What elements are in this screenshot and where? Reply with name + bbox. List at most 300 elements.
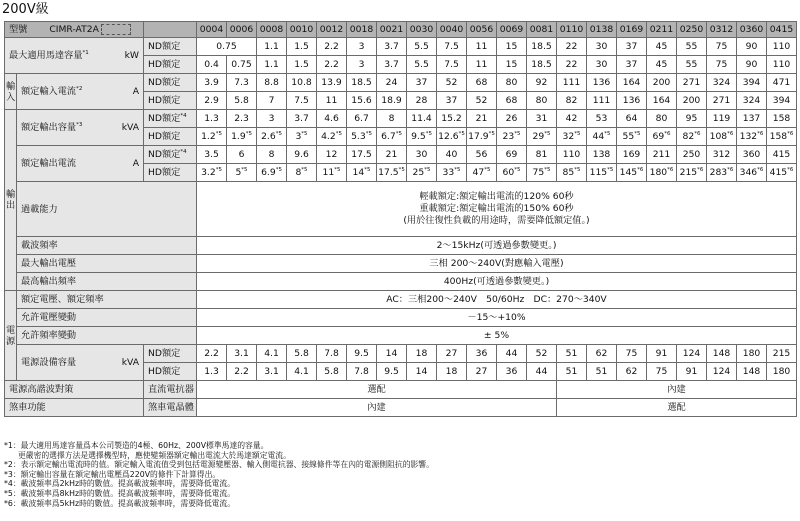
value-text: 21 [385, 149, 398, 160]
value-cell: 45 [647, 38, 677, 56]
model-number: 0312 [707, 22, 737, 38]
value-cell: 15.6 [347, 92, 377, 110]
value-cell [347, 110, 377, 128]
value-cell [587, 146, 617, 164]
value-text: 211 [652, 149, 671, 160]
value-cell [767, 146, 797, 164]
value-cell [317, 110, 347, 128]
power-group-label: 電源 [5, 291, 17, 381]
footnote: *4：載波頻率爲2kHz時的數值。提高載波頻率時，需要降低電流。 [4, 479, 236, 489]
nd-rating-label [144, 146, 197, 164]
footnote-ref: *5 [215, 130, 222, 137]
value-text: 415 [772, 149, 791, 160]
value-cell [227, 128, 257, 146]
output-current-label [17, 146, 144, 182]
value-cell: 10.8 [287, 74, 317, 92]
value-cell [497, 128, 527, 146]
value-text: 169 [622, 149, 641, 160]
value-text: 137 [742, 113, 761, 124]
harmonic-countermeasure-sub-label: 直流電抗器 [144, 381, 197, 399]
value-cell: 9.5 [347, 345, 377, 363]
value-text: 53 [595, 113, 608, 124]
footnote-ref: *6 [757, 166, 764, 173]
table-row [5, 309, 797, 327]
spec-table-body [5, 22, 797, 417]
value-cell [197, 110, 227, 128]
value-cell: 2.2 [227, 363, 257, 381]
overload-label [17, 182, 197, 237]
footnote-ref: *5 [607, 166, 614, 173]
footnote: *6：載波頻率爲5kHz時的數值。提高載波頻率時，需要降低電流。 [4, 498, 236, 508]
model-number: 0040 [437, 22, 467, 38]
value-cell [587, 110, 617, 128]
voltage-fluctuation-label [17, 309, 197, 327]
value-text: 55 [622, 131, 635, 142]
value-text: 2.3 [234, 113, 249, 124]
model-number: 0360 [737, 22, 767, 38]
value-cell [407, 146, 437, 164]
value-cell [407, 128, 437, 146]
value-cell: 55 [677, 56, 707, 74]
value-text: 132 [739, 131, 758, 142]
value-cell: 3.1 [257, 363, 287, 381]
value-text: 9.6 [294, 149, 309, 160]
value-cell: 18.5 [347, 74, 377, 92]
value-cell: 324 [707, 74, 737, 92]
value-cell: 37 [617, 38, 647, 56]
value-cell [197, 146, 227, 164]
row-label: 允許頻率變動 [21, 330, 77, 341]
footnote-ref: *5 [424, 166, 431, 173]
value-text: 360 [742, 149, 761, 160]
value-text: 12.6 [438, 131, 459, 142]
value-cell: 37 [437, 92, 467, 110]
input-current-label [17, 74, 144, 110]
value-cell: 52 [437, 74, 467, 92]
rated-voltage-value: AC：三相200～240V 50/60Hz DC：270～340V [197, 291, 797, 309]
nd-rating-label [144, 74, 197, 92]
value-cell: 51 [587, 363, 617, 381]
value-cell: 30 [587, 38, 617, 56]
value-text: 47 [472, 167, 485, 178]
rating-label: HD額定 [148, 131, 181, 142]
value-cell [257, 110, 287, 128]
value-text: 69 [505, 149, 518, 160]
footnote-ref: *5 [335, 130, 342, 137]
footnote-ref: *6 [664, 130, 671, 137]
output-capacity-label [17, 110, 144, 146]
value-cell: 90 [737, 56, 767, 74]
footnote-ref: *5 [544, 166, 551, 173]
value-text: 6.7 [381, 131, 396, 142]
footnote-ref: *1 [82, 49, 89, 56]
value-cell: 15 [497, 56, 527, 74]
value-cell [377, 110, 407, 128]
footnote-ref: *5 [395, 130, 402, 137]
value-cell: 200 [647, 74, 677, 92]
max-output-voltage-value: 三相 200～240V(對應輸入電壓) [197, 255, 797, 273]
value-cell: 36 [467, 345, 497, 363]
value-cell: 55 [677, 38, 707, 56]
value-text: 23 [502, 131, 515, 142]
nd-rating-label [144, 38, 197, 56]
value-cell [227, 164, 257, 182]
value-cell [287, 146, 317, 164]
value-cell: 111 [557, 74, 587, 92]
value-text: 1.9 [231, 131, 246, 142]
value-text: 11 [322, 167, 335, 178]
braking-function-right-value: 選配 [557, 399, 797, 417]
value-cell [437, 128, 467, 146]
table-row [5, 74, 797, 92]
value-cell: 30 [587, 56, 617, 74]
rating-label: ND額定 [148, 149, 181, 160]
value-cell [587, 128, 617, 146]
value-cell: 5.8 [227, 92, 257, 110]
footnote-ref: *5 [604, 130, 611, 137]
value-text: 3 [295, 131, 302, 142]
value-text: 31 [535, 113, 548, 124]
model-number: 0250 [677, 22, 707, 38]
value-cell: 324 [737, 92, 767, 110]
value-cell [287, 128, 317, 146]
footnote-ref: *6 [787, 166, 794, 173]
value-cell: 24 [377, 74, 407, 92]
value-cell [347, 146, 377, 164]
value-text: 180 [649, 167, 668, 178]
value-cell: 7.5 [437, 56, 467, 74]
value-cell [557, 110, 587, 128]
value-text: 69 [652, 131, 665, 142]
value-cell: 11 [467, 56, 497, 74]
footnote-ref: *2 [76, 85, 83, 92]
model-code-placeholder [101, 24, 131, 35]
max-output-frequency-value: 400Hz(可透過參數變更。) [197, 273, 797, 291]
overload-line: 重載額定:額定輸出電流的150% 60秒 [419, 203, 574, 214]
hd-rating-label [144, 164, 197, 182]
value-cell: 200 [677, 92, 707, 110]
value-text: 25 [412, 167, 425, 178]
value-cell [617, 164, 647, 182]
value-cell [467, 110, 497, 128]
value-text: 2.6 [261, 131, 276, 142]
value-cell [377, 164, 407, 182]
value-cell: 7.5 [287, 92, 317, 110]
footnote-ref: *5 [364, 166, 371, 173]
value-cell: 148 [737, 363, 767, 381]
value-cell: 124 [707, 363, 737, 381]
value-cell: 3.7 [377, 38, 407, 56]
value-cell [647, 164, 677, 182]
value-text: 3.5 [204, 149, 219, 160]
frequency-fluctuation-label [17, 327, 197, 345]
value-cell: 11 [317, 92, 347, 110]
value-text: 32 [562, 131, 575, 142]
value-text: 110 [562, 149, 581, 160]
value-cell: 28 [407, 92, 437, 110]
output-group-label: 輸出 [5, 110, 17, 291]
value-cell [377, 146, 407, 164]
row-label: 過載能力 [21, 203, 58, 215]
rating-label: ND額定 [148, 348, 181, 359]
value-cell: 5.5 [407, 56, 437, 74]
value-cell [767, 110, 797, 128]
footnote-ref: *4 [180, 148, 187, 155]
value-cell: 180 [767, 363, 797, 381]
value-cell [617, 128, 647, 146]
value-text: 158 [769, 131, 788, 142]
value-cell: 8.8 [257, 74, 287, 92]
footnote-ref: *6 [757, 130, 764, 137]
value-cell: 18.9 [377, 92, 407, 110]
footnote: *5：載波頻率爲8kHz時的數值。提高載波頻率時，需要降低電流。 [4, 488, 236, 498]
value-cell [377, 128, 407, 146]
value-cell [527, 146, 557, 164]
value-cell: 3.7 [377, 56, 407, 74]
value-cell: 51 [557, 363, 587, 381]
value-cell: 92 [527, 74, 557, 92]
value-cell [317, 146, 347, 164]
value-cell: 3.1 [227, 345, 257, 363]
motor-capacity-label [5, 38, 144, 74]
value-cell: 164 [647, 92, 677, 110]
footnote-ref: *6 [694, 130, 701, 137]
value-cell: 5.5 [407, 38, 437, 56]
value-text: 6.7 [354, 113, 369, 124]
harmonic-countermeasure-right-value: 內建 [557, 381, 797, 399]
value-cell [257, 146, 287, 164]
value-cell [407, 110, 437, 128]
value-cell: 7.8 [347, 363, 377, 381]
value-cell [467, 146, 497, 164]
value-text: 15.2 [441, 113, 462, 124]
spec-table [4, 21, 797, 417]
footnotes [4, 441, 796, 508]
value-cell: 394 [737, 74, 767, 92]
value-cell [317, 164, 347, 182]
model-number: 0110 [557, 22, 587, 38]
row-label: 允許電壓變動 [21, 312, 77, 323]
footnote-ref: *5 [488, 130, 495, 137]
footnote-ref: *5 [514, 166, 521, 173]
value-cell [617, 146, 647, 164]
model-number: 0056 [467, 22, 497, 38]
footnote-ref: *5 [544, 130, 551, 137]
value-cell: 4.1 [257, 345, 287, 363]
row-label: 最大輸出電壓 [21, 258, 77, 269]
input-group-label: 輸入 [5, 74, 17, 110]
value-cell: 15 [497, 38, 527, 56]
rating-label: HD額定 [148, 366, 181, 377]
footnote-ref: *5 [241, 166, 248, 173]
value-text: 85 [562, 167, 575, 178]
value-cell: 75 [707, 56, 737, 74]
value-cell [257, 128, 287, 146]
value-text: 145 [619, 167, 638, 178]
value-cell [647, 128, 677, 146]
value-cell: 75 [617, 345, 647, 363]
value-cell: 18.5 [527, 56, 557, 74]
value-text: 26 [505, 113, 518, 124]
value-cell [287, 110, 317, 128]
footnote-ref: *5 [574, 166, 581, 173]
frequency-fluctuation-value: ± 5% [197, 327, 797, 345]
model-number: 0018 [347, 22, 377, 38]
footnote-ref: *5 [425, 130, 432, 137]
row-label: 額定輸出容量 [21, 122, 77, 133]
value-cell: 18.5 [527, 38, 557, 56]
table-row [5, 146, 797, 164]
model-label: 型號 [9, 24, 28, 35]
value-cell [407, 164, 437, 182]
footnote: 更嚴密的選擇方法是選擇機型時，應使變頻器額定輸出電流大於馬達額定電流。 [18, 450, 291, 460]
value-cell: 52 [527, 345, 557, 363]
value-cell: 4.1 [287, 363, 317, 381]
value-text: 14 [352, 167, 365, 178]
value-cell: 5.8 [317, 363, 347, 381]
value-text: 1.3 [204, 113, 219, 124]
value-cell: 7.5 [437, 38, 467, 56]
overload-line: (用於往復性負載的用途時，需要降低額定值。) [403, 215, 590, 226]
model-number: 0004 [197, 22, 227, 38]
footnote-ref: *5 [574, 130, 581, 137]
value-cell: 148 [707, 345, 737, 363]
value-text: 3.2 [201, 167, 216, 178]
braking-function-left-value: 內建 [197, 399, 557, 417]
value-cell [677, 128, 707, 146]
footnote: *3：額定輸出容量在額定輸出電壓爲220V的條件下計算得出。 [4, 469, 221, 479]
value-cell: 7.8 [317, 345, 347, 363]
voltage-fluctuation-value: －15～+10% [197, 309, 797, 327]
nd-rating-label [144, 110, 197, 128]
value-text: 21 [475, 113, 488, 124]
value-cell [707, 110, 737, 128]
value-cell: 68 [497, 92, 527, 110]
footnote-ref: *5 [634, 130, 641, 137]
value-cell: 52 [467, 92, 497, 110]
footnote-ref: *5 [275, 166, 282, 173]
value-cell [767, 128, 797, 146]
value-text: 60 [502, 167, 515, 178]
unit-label: A [132, 158, 139, 169]
value-cell [647, 110, 677, 128]
value-cell: 5.8 [287, 345, 317, 363]
value-cell [707, 128, 737, 146]
value-cell: 2.2 [317, 38, 347, 56]
value-cell [347, 164, 377, 182]
braking-function-label: 煞車功能 [5, 399, 144, 417]
value-text: 119 [712, 113, 731, 124]
value-text: 5.3 [351, 131, 366, 142]
table-row [5, 237, 797, 255]
value-cell: 18 [407, 345, 437, 363]
value-cell: 1.3 [197, 363, 227, 381]
value-cell: 124 [677, 345, 707, 363]
value-text: 3.7 [294, 113, 309, 124]
value-cell [527, 128, 557, 146]
row-label: 最大適用馬達容量 [9, 50, 83, 61]
table-row [5, 255, 797, 273]
value-text: 11.4 [411, 113, 432, 124]
footnote-ref: *3 [76, 121, 83, 128]
value-text: 17.5 [351, 149, 372, 160]
value-text: 1.2 [201, 131, 216, 142]
value-text: 17.9 [468, 131, 489, 142]
value-cell: 215 [767, 345, 797, 363]
value-text: 80 [655, 113, 668, 124]
value-text: 40 [445, 149, 458, 160]
value-cell [557, 146, 587, 164]
rating-label: HD額定 [148, 167, 181, 178]
footnote-ref: *5 [398, 166, 405, 173]
header-blank [144, 22, 197, 38]
hd-rating-label [144, 128, 197, 146]
footnote-ref: *6 [727, 130, 734, 137]
value-cell [677, 146, 707, 164]
value-text: 33 [442, 167, 455, 178]
value-text: 81 [535, 149, 548, 160]
value-cell [467, 128, 497, 146]
value-cell: 1.1 [257, 56, 287, 74]
value-text: 250 [682, 149, 701, 160]
overload-value [197, 182, 797, 237]
row-label: 載波頻率 [21, 240, 58, 251]
value-cell: 14 [377, 345, 407, 363]
value-cell: 136 [587, 74, 617, 92]
footnote-ref: *5 [275, 130, 282, 137]
value-text: 56 [475, 149, 488, 160]
value-text: 283 [709, 167, 728, 178]
value-cell: 3 [347, 38, 377, 56]
value-cell [737, 146, 767, 164]
footnote: *1：最大適用馬達容量爲本公司製造的4極、60Hz、200V標準馬達的容量。 [4, 441, 269, 450]
braking-function-sub-label: 煞車電晶體 [144, 399, 197, 417]
value-cell: 110 [767, 38, 797, 56]
value-cell [617, 110, 647, 128]
value-cell [527, 110, 557, 128]
value-cell [707, 164, 737, 182]
value-text: 44 [592, 131, 605, 142]
value-text: 17.5 [378, 167, 399, 178]
table-row [5, 291, 797, 309]
model-number: 0030 [407, 22, 437, 38]
value-cell: 80 [527, 92, 557, 110]
value-cell [737, 128, 767, 146]
value-cell [257, 164, 287, 182]
unit-label: kVA [121, 357, 139, 368]
value-cell [317, 128, 347, 146]
value-cell [497, 164, 527, 182]
hd-rating-label [144, 363, 197, 381]
footnote-ref: *5 [365, 130, 372, 137]
table-row [5, 110, 797, 128]
model-prefix: CIMR-AT2A [49, 24, 99, 35]
rating-label: HD額定 [148, 59, 181, 70]
value-cell: 91 [647, 345, 677, 363]
value-cell: 82 [557, 92, 587, 110]
value-text: 108 [709, 131, 728, 142]
footnote-ref: *5 [484, 166, 491, 173]
value-cell: 91 [677, 363, 707, 381]
rating-label: HD額定 [148, 95, 181, 106]
value-cell: 394 [767, 92, 797, 110]
value-cell: 27 [437, 345, 467, 363]
value-text: 75 [532, 167, 545, 178]
value-cell: 11 [467, 38, 497, 56]
table-row [5, 327, 797, 345]
value-cell: 18 [437, 363, 467, 381]
footnote-ref: *6 [637, 166, 644, 173]
